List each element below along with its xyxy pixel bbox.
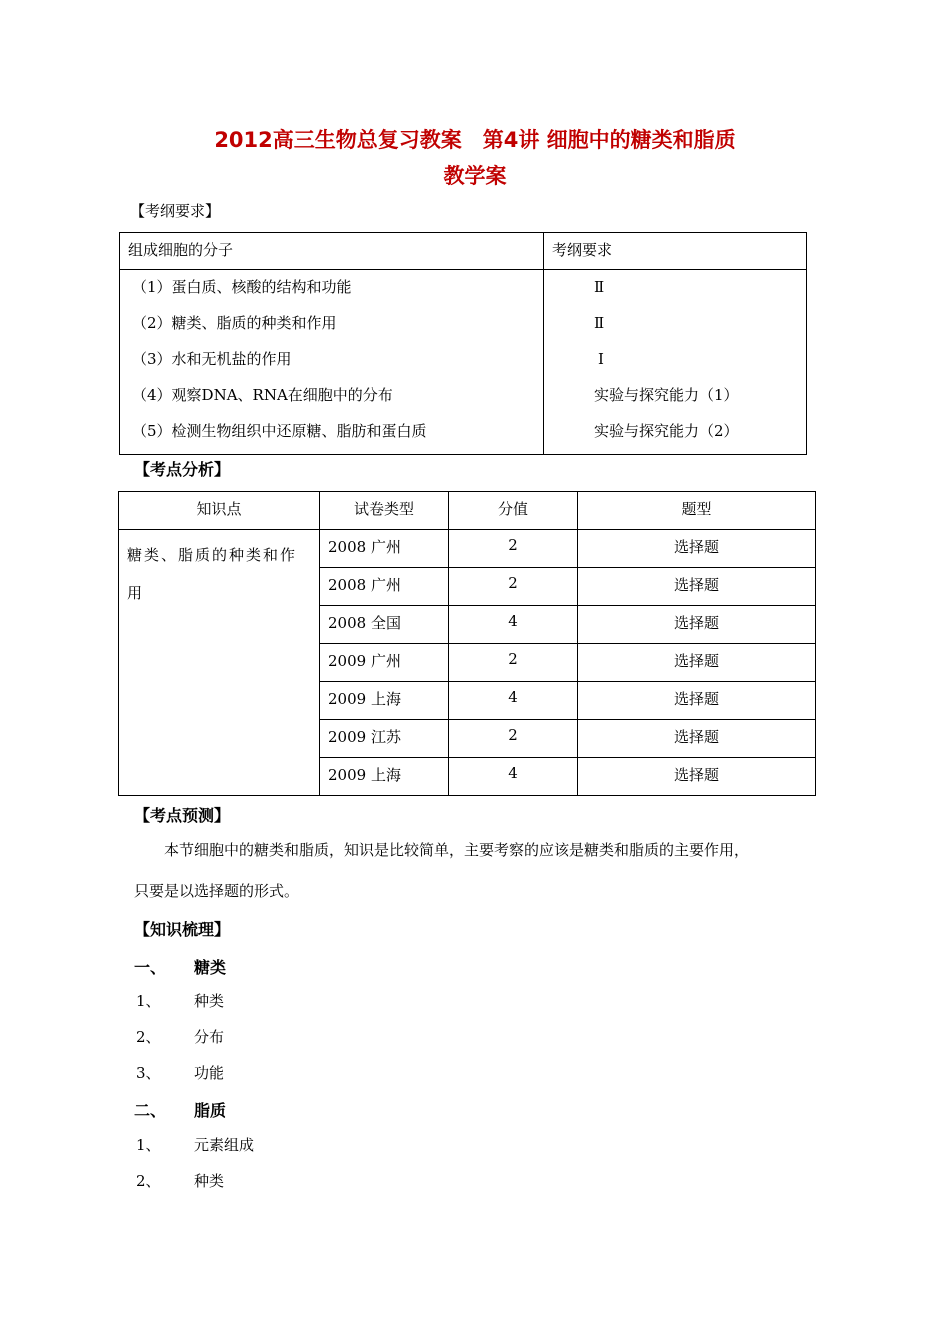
outline-s2-label: 脂质 bbox=[194, 1101, 227, 1120]
requirements-table bbox=[119, 232, 807, 455]
ana-header-paper: 试卷类型 bbox=[320, 492, 449, 530]
req-level: 实验与探究能力（2） bbox=[594, 422, 739, 440]
req-level: Ⅱ bbox=[594, 278, 605, 296]
outline-s2-item-num: 1、 bbox=[136, 1136, 161, 1154]
ana-paper: 2008 广州 bbox=[320, 568, 449, 606]
outline-s1-item-label: 功能 bbox=[194, 1064, 225, 1082]
req-items-cell bbox=[120, 270, 544, 455]
ana-type: 选择题 bbox=[578, 682, 816, 720]
outline-s1-item-num: 2、 bbox=[136, 1028, 161, 1046]
ana-type: 选择题 bbox=[578, 758, 816, 796]
ana-paper: 2009 广州 bbox=[320, 644, 449, 682]
req-level: Ⅱ bbox=[594, 314, 605, 332]
analysis-table bbox=[118, 491, 816, 796]
ana-topic-cell: 糖类、脂质的种类和作用 bbox=[119, 530, 320, 796]
ana-paper: 2008 广州 bbox=[320, 530, 449, 568]
outline-s1-item-num: 1、 bbox=[136, 992, 161, 1010]
ana-score: 4 bbox=[449, 758, 578, 796]
section-requirements-heading: 【考纲要求】 bbox=[130, 202, 221, 220]
req-header-level: 考纲要求 bbox=[544, 233, 807, 270]
req-levels-cell bbox=[544, 270, 807, 455]
req-item: （5）检测生物组织中还原糖、脂肪和蛋白质 bbox=[132, 422, 427, 440]
ana-type: 选择题 bbox=[578, 720, 816, 758]
outline-s1-num: 一、 bbox=[134, 958, 167, 977]
outline-s1-item-label: 分布 bbox=[194, 1028, 225, 1046]
section-analysis-heading: 【考点分析】 bbox=[134, 460, 231, 479]
ana-type: 选择题 bbox=[578, 606, 816, 644]
ana-paper: 2008 全国 bbox=[320, 606, 449, 644]
prediction-text-line1: 本节细胞中的糖类和脂质，知识是比较简单，主要考察的应该是糖类和脂质的主要作用， bbox=[164, 841, 750, 859]
req-level: 实验与探究能力（1） bbox=[594, 386, 739, 404]
ana-type: 选择题 bbox=[578, 530, 816, 568]
section-knowledge-heading: 【知识梳理】 bbox=[134, 920, 231, 939]
ana-score: 4 bbox=[449, 606, 578, 644]
ana-header-score: 分值 bbox=[449, 492, 578, 530]
outline-s1-item-num: 3、 bbox=[136, 1064, 161, 1082]
ana-header-topic: 知识点 bbox=[119, 492, 320, 530]
req-item: （4）观察DNA、RNA在细胞中的分布 bbox=[132, 386, 393, 404]
outline-s2-item-label: 元素组成 bbox=[194, 1136, 255, 1154]
ana-paper: 2009 上海 bbox=[320, 682, 449, 720]
req-item: （1）蛋白质、核酸的结构和功能 bbox=[132, 278, 352, 296]
section-prediction-heading: 【考点预测】 bbox=[134, 806, 231, 825]
req-item: （3）水和无机盐的作用 bbox=[132, 350, 292, 368]
ana-type: 选择题 bbox=[578, 644, 816, 682]
ana-score: 2 bbox=[449, 644, 578, 682]
table-row bbox=[119, 530, 816, 568]
ana-score: 4 bbox=[449, 682, 578, 720]
ana-score: 2 bbox=[449, 568, 578, 606]
req-level: Ⅰ bbox=[598, 350, 604, 368]
ana-score: 2 bbox=[449, 530, 578, 568]
outline-s2-item-num: 2、 bbox=[136, 1172, 161, 1190]
page-subtitle: 教学案 bbox=[443, 164, 507, 188]
prediction-text-line2: 只要是以选择题的形式。 bbox=[134, 882, 300, 900]
req-item: （2）糖类、脂质的种类和作用 bbox=[132, 314, 337, 332]
outline-s1-label: 糖类 bbox=[194, 958, 227, 977]
page-title: 2012高三生物总复习教案 第4讲 细胞中的糖类和脂质 bbox=[214, 128, 736, 152]
outline-s2-item-label: 种类 bbox=[194, 1172, 225, 1190]
outline-s2-num: 二、 bbox=[134, 1101, 167, 1120]
ana-paper: 2009 江苏 bbox=[320, 720, 449, 758]
ana-header-type: 题型 bbox=[578, 492, 816, 530]
req-header-molecules: 组成细胞的分子 bbox=[120, 233, 544, 270]
ana-score: 2 bbox=[449, 720, 578, 758]
ana-paper: 2009 上海 bbox=[320, 758, 449, 796]
outline-s1-item-label: 种类 bbox=[194, 992, 225, 1010]
ana-type: 选择题 bbox=[578, 568, 816, 606]
